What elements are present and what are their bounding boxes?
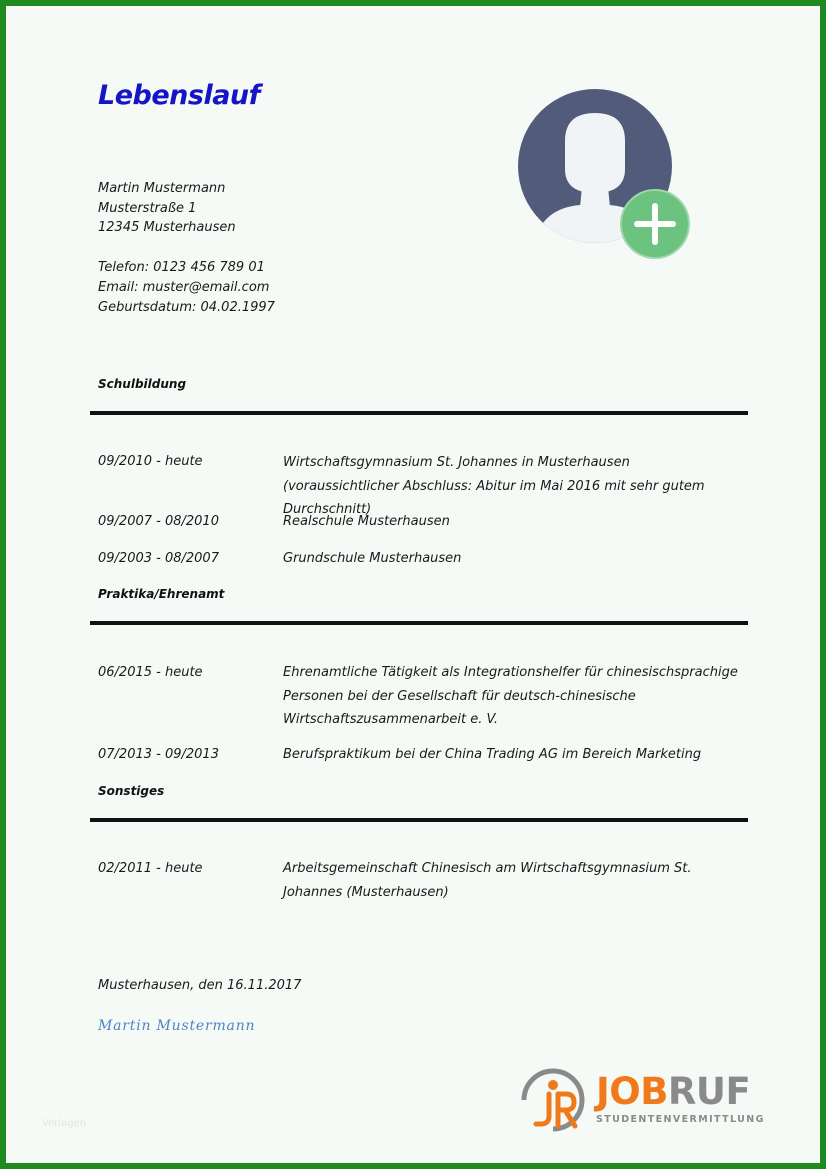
contact-city: 12345 Musterhausen	[98, 220, 236, 236]
profile-photo-placeholder[interactable]	[518, 89, 693, 263]
logo-word-job: JOB	[596, 1070, 668, 1113]
contact-street: Musterstraße 1	[98, 200, 197, 216]
contact-name: Martin Mustermann	[98, 181, 226, 196]
place-and-date: Musterhausen, den 16.11.2017	[98, 978, 302, 993]
contact-block	[98, 179, 275, 317]
section-divider	[90, 411, 748, 415]
entry-description: Berufspraktikum bei der China Trading AG im Bereich Marketing	[283, 747, 702, 762]
jr-runner-logo-icon	[518, 1066, 588, 1136]
entry-description: Realschule Musterhausen	[283, 514, 450, 529]
add-photo-icon[interactable]	[619, 188, 691, 260]
entry-description: Arbeitsgemeinschaft Chinesisch am Wirtschaftsgymnasium St. Johannes (Musterhausen)	[283, 861, 692, 900]
section-title-praktika: Praktika/Ehrenamt	[98, 587, 225, 601]
jobruf-logo	[518, 1066, 588, 1140]
section-title-schulbildung: Schulbildung	[98, 377, 187, 391]
entry-date: 07/2013 - 09/2013	[98, 747, 219, 762]
entry-description: Ehrenamtliche Tätigkeit als Integrationshelfer für chinesischsprachige Personen bei der Gesellschaft für deutsch-chinesische Wirtschaftszusammenarbeit e. V.	[283, 665, 738, 727]
logo-word-ruf: RUF	[667, 1070, 751, 1113]
entry-date: 06/2015 - heute	[98, 665, 203, 680]
cv-page	[6, 6, 820, 1163]
contact-birthdate: Geburtsdatum: 04.02.1997	[98, 299, 275, 315]
entry-description: Wirtschaftsgymnasium St. Johannes in Musterhausen (voraussichtlicher Abschluss: Abitur im Mai 2016 mit sehr gutem Durchschnitt)	[283, 455, 705, 517]
logo-tagline: STUDENTENVERMITTLUNG	[596, 1114, 765, 1125]
entry-date: 09/2003 - 08/2007	[98, 551, 219, 566]
section-title-sonstiges: Sonstiges	[98, 784, 165, 798]
section-divider	[90, 818, 748, 822]
contact-phone: Telefon: 0123 456 789 01	[98, 260, 265, 276]
entry-date: 09/2007 - 08/2010	[98, 514, 219, 529]
logo-wordmark	[596, 1072, 750, 1112]
contact-email: Email: muster@email.com	[98, 279, 270, 295]
watermark: Vorlagen	[42, 1118, 87, 1129]
entry-description: Grundschule Musterhausen	[283, 551, 462, 566]
section-divider	[90, 621, 748, 625]
signature: Martin Mustermann	[98, 1018, 256, 1034]
page-title: Lebenslauf	[98, 80, 260, 111]
entry-date: 09/2010 - heute	[98, 454, 203, 469]
entry-date: 02/2011 - heute	[98, 861, 203, 876]
